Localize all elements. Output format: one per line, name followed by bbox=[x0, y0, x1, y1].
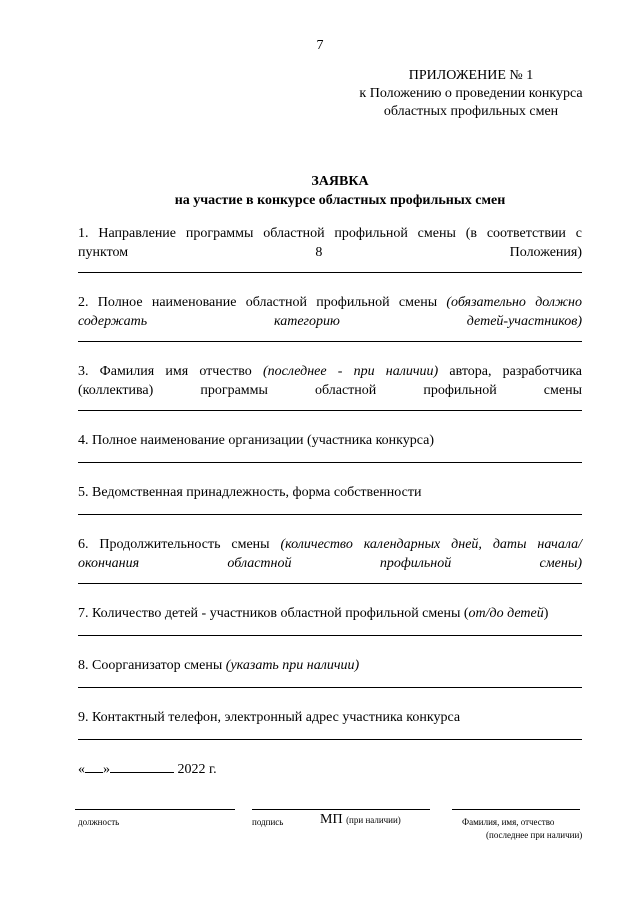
form-item-5 bbox=[78, 483, 582, 502]
form-item-4-answer-line[interactable] bbox=[78, 462, 582, 463]
stamp-note: (при наличии) bbox=[346, 815, 401, 825]
date-month-blank[interactable] bbox=[110, 760, 174, 773]
form-item-3-note: (последнее - при наличии) bbox=[262, 364, 439, 379]
form-item-8-text: 8. Соорганизатор смены (указать при наличии) bbox=[78, 658, 360, 673]
form-item-4-text: 4. Полное наименование организации (участника конкурса) bbox=[78, 433, 435, 448]
form-item-8-answer-line[interactable] bbox=[78, 687, 582, 688]
form-item-2-note: (обязательно должно содержать категорию детей-участников) bbox=[78, 295, 583, 329]
form-item-8 bbox=[78, 656, 582, 675]
form-item-6-text: 6. Продолжительность смены (количество календарных дней, даты начала/окончания областной профильной смены) bbox=[78, 537, 582, 571]
form-item-1-answer-line[interactable] bbox=[78, 272, 582, 273]
form-item-9-text: 9. Контактный телефон, электронный адрес участника конкурса bbox=[78, 710, 461, 725]
form-title bbox=[0, 172, 640, 210]
position-label: должность bbox=[78, 817, 120, 827]
fullname-label: Фамилия, имя, отчество bbox=[462, 817, 555, 827]
sign-label: подпись bbox=[252, 817, 284, 827]
form-item-3-text: 3. Фамилия имя отчество (последнее - при наличии) автора, разработчика (коллектива) программы областной профильной смены bbox=[78, 364, 583, 398]
form-item-2-answer-line[interactable] bbox=[78, 341, 582, 342]
date-day-blank[interactable] bbox=[85, 760, 103, 773]
form-item-2-text: 2. Полное наименование областной профильной смены (обязательно должно содержать категорию детей-участников) bbox=[78, 295, 583, 329]
position-signature-line[interactable] bbox=[75, 809, 235, 810]
date-line: « » 2022 г. bbox=[78, 762, 217, 777]
appendix-header bbox=[341, 67, 601, 121]
appendix-title: ПРИЛОЖЕНИЕ № 1 bbox=[408, 68, 534, 83]
form-item-1-text: 1. Направление программы областной профильной смены (в соответствии с пунктом 8 Положения) bbox=[78, 226, 582, 260]
form-item-9-answer-line[interactable] bbox=[78, 739, 582, 740]
date-year: 2022 г. bbox=[177, 762, 217, 777]
form-item-7-text: 7. Количество детей - участников областной профильной смены (от/до детей) bbox=[78, 606, 549, 621]
form-item-7-answer-line[interactable] bbox=[78, 635, 582, 636]
form-item-3-answer-line[interactable] bbox=[78, 410, 582, 411]
page-number: 7 bbox=[316, 38, 324, 53]
form-item-5-text: 5. Ведомственная принадлежность, форма собственности bbox=[78, 485, 422, 500]
form-title-sub: на участие в конкурсе областных профильных смен bbox=[174, 193, 506, 208]
sign-signature-line[interactable] bbox=[252, 809, 430, 810]
form-title-main: ЗАЯВКА bbox=[311, 174, 369, 189]
appendix-reference-cont: областных профильных смен bbox=[383, 104, 559, 119]
stamp-mark: МП bbox=[320, 812, 343, 827]
form-item-7-note: от/до детей bbox=[468, 606, 544, 621]
fullname-signature-line[interactable] bbox=[452, 809, 580, 810]
fullname-note: (последнее при наличии) bbox=[486, 830, 583, 840]
form-item-8-note: (указать при наличии) bbox=[225, 658, 360, 673]
form-item-5-answer-line[interactable] bbox=[78, 514, 582, 515]
form-item-7 bbox=[78, 604, 582, 623]
form-item-9 bbox=[78, 708, 582, 727]
form-item-6-answer-line[interactable] bbox=[78, 583, 582, 584]
stamp-label bbox=[320, 812, 401, 828]
appendix-reference: к Положению о проведении конкурса bbox=[359, 86, 583, 101]
form-item-4 bbox=[78, 431, 582, 450]
form-item-6-note: (количество календарных дней, даты начала/окончания областной профильной смены) bbox=[78, 537, 582, 571]
